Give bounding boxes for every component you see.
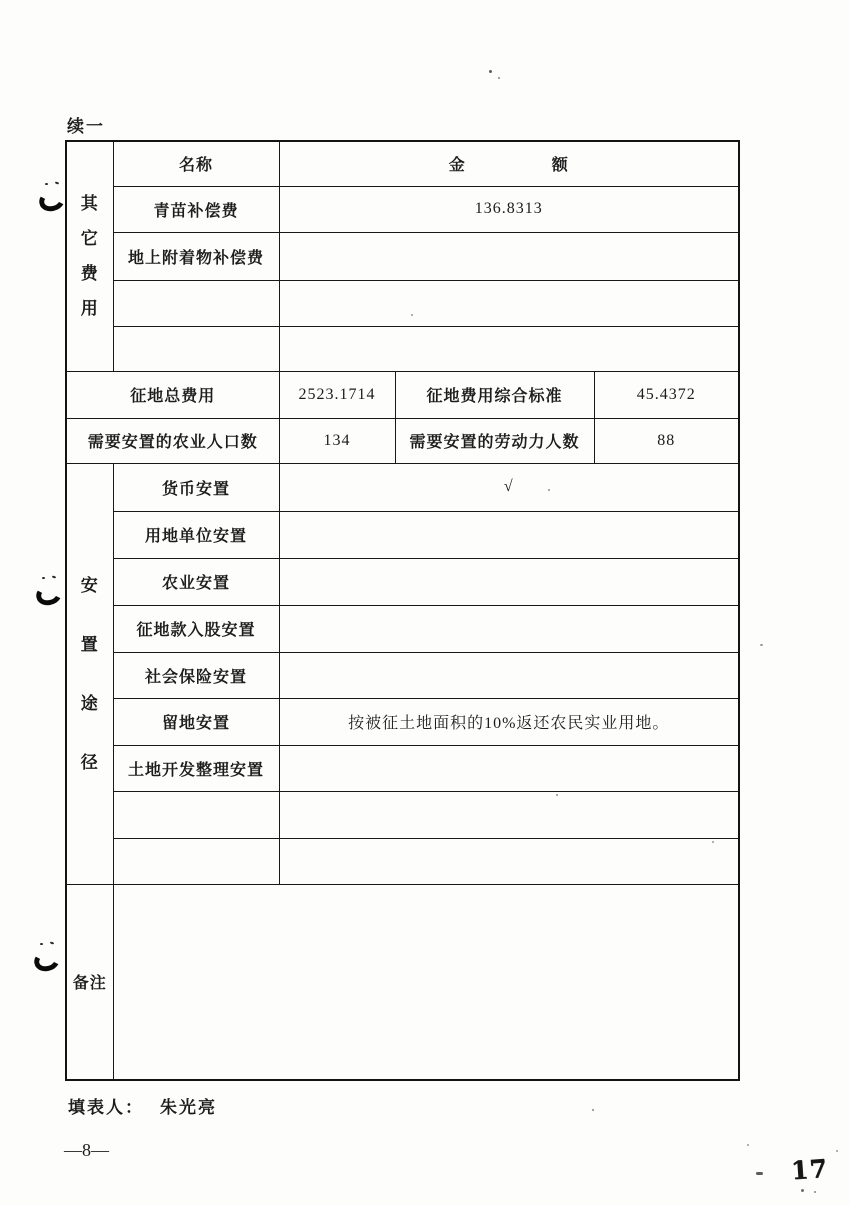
table-row (66, 326, 739, 371)
table-row (66, 186, 739, 232)
table-row (66, 232, 739, 280)
table-row (66, 511, 739, 558)
resettlement-content-cell (279, 558, 739, 605)
other-fees-vertical-header: 其 它 费 用 (66, 141, 113, 371)
resettlement-content-cell (279, 838, 739, 884)
resettlement-name-cell: 土地开发整理安置 (113, 745, 279, 791)
form-filler-label: 填表人： (68, 1098, 144, 1117)
resettlement-name-cell: 农业安置 (113, 558, 279, 605)
table-row (66, 605, 739, 652)
continuation-label: 续一 (67, 117, 105, 136)
fee-name-cell (113, 326, 279, 371)
total-cost-value: 2523.1714 (279, 371, 395, 418)
land-requisition-form-table (65, 140, 740, 1081)
fee-name-cell: 青苗补偿费 (113, 186, 279, 232)
resettlement-content-cell (279, 791, 739, 838)
table-row (66, 745, 739, 791)
composite-standard-value: 45.4372 (594, 371, 739, 418)
fee-amount-cell (279, 232, 739, 280)
scan-speck (760, 644, 763, 646)
table-row (66, 652, 739, 698)
form-filler-line (68, 1093, 217, 1118)
resettlement-content-cell (279, 511, 739, 558)
scan-speck (411, 314, 413, 316)
resettlement-name-cell: 留地安置 (113, 698, 279, 745)
resettlement-checkmark-cell: √ (279, 463, 739, 511)
labor-count-label: 需要安置的劳动力人数 (395, 418, 594, 463)
scan-speck (756, 1172, 763, 1175)
resettlement-name-cell: 货币安置 (113, 463, 279, 511)
resettlement-name-cell: 征地款入股安置 (113, 605, 279, 652)
scan-speck (801, 1189, 804, 1192)
scan-speck (556, 794, 558, 796)
scan-speck (747, 1144, 749, 1146)
resettlement-name-cell (113, 838, 279, 884)
labor-count-value: 88 (594, 418, 739, 463)
agri-population-value: 134 (279, 418, 395, 463)
resettlement-content-cell: 按被征土地面积的10%返还农民实业用地。 (279, 698, 739, 745)
scan-speck (814, 1191, 816, 1193)
resettlement-name-cell: 社会保险安置 (113, 652, 279, 698)
resettlement-content-cell (279, 605, 739, 652)
table-row (66, 838, 739, 884)
fee-name-cell: 地上附着物补偿费 (113, 232, 279, 280)
scan-speck (489, 70, 492, 73)
ink-blot-mark (34, 942, 60, 968)
table-row (66, 558, 739, 605)
column-header-name: 名称 (113, 141, 279, 186)
agri-population-label: 需要安置的农业人口数 (66, 418, 279, 463)
table-row (66, 418, 739, 463)
resettlement-name-cell (113, 791, 279, 838)
fee-amount-cell (279, 326, 739, 371)
table-row (66, 463, 739, 511)
remarks-label: 备注 (66, 884, 113, 1080)
column-header-amount: 金 额 (279, 141, 739, 186)
table-row (66, 884, 739, 1080)
table-row (66, 791, 739, 838)
scan-speck (592, 1109, 594, 1111)
remarks-content-cell (113, 884, 739, 1080)
resettlement-content-cell (279, 652, 739, 698)
scan-speck (498, 77, 500, 79)
table-row (66, 371, 739, 418)
form-filler-name: 朱光亮 (160, 1098, 217, 1117)
scan-speck (712, 841, 714, 843)
scan-speck (548, 489, 550, 491)
resettlement-name-cell: 用地单位安置 (113, 511, 279, 558)
ink-blot-mark (36, 576, 62, 602)
page-number: —8— (64, 1140, 109, 1160)
fee-amount-cell (279, 280, 739, 326)
table-row (66, 280, 739, 326)
fee-name-cell (113, 280, 279, 326)
scan-speck (836, 1150, 838, 1152)
fee-amount-cell: 136.8313 (279, 186, 739, 232)
table-row (66, 698, 739, 745)
resettlement-vertical-header: 安 置 途 径 (66, 463, 113, 884)
total-cost-label: 征地总费用 (66, 371, 279, 418)
resettlement-content-cell (279, 745, 739, 791)
composite-standard-label: 征地费用综合标准 (395, 371, 594, 418)
handwritten-page-number: 17 (790, 1153, 829, 1186)
ink-blot-mark (39, 182, 65, 208)
